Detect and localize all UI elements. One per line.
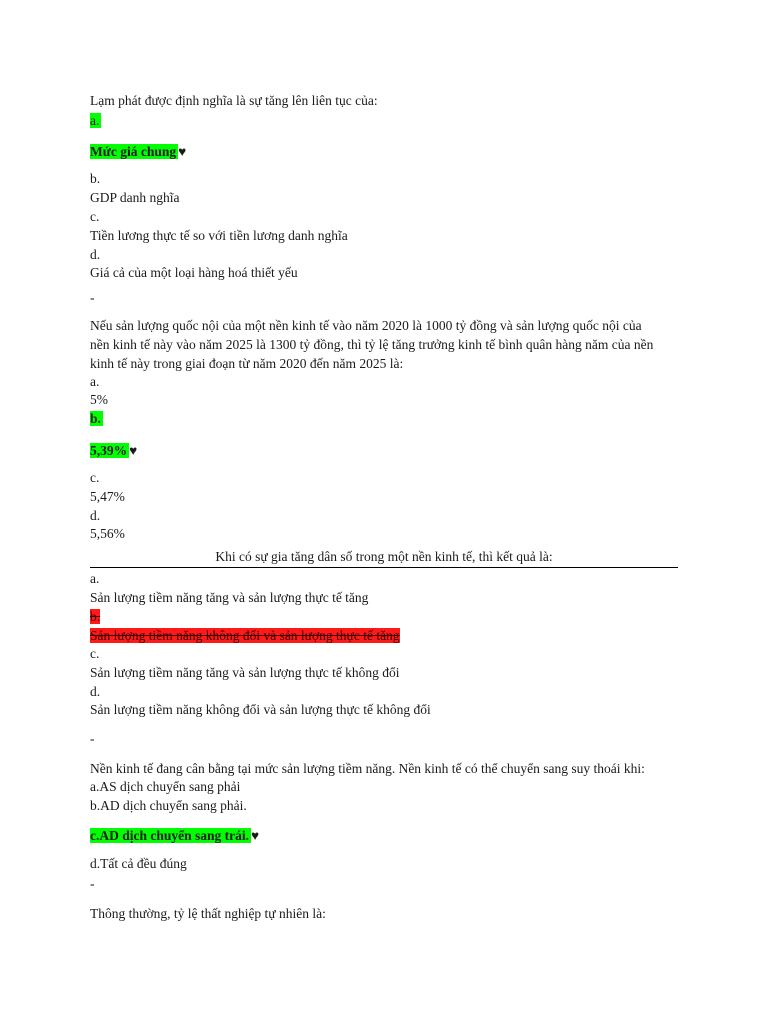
q1-a-label-text: a. <box>90 113 100 128</box>
q4-option-c-answer <box>90 828 259 844</box>
q1-option-a-answer <box>90 144 186 160</box>
q2-option-d-label: d. <box>90 508 101 523</box>
separator: - <box>90 290 95 305</box>
q5-question: Thông thường, tỷ lệ thất nghiệp tự nhiên là: <box>90 906 326 921</box>
q3-option-d-text: Sản lượng tiềm năng không đổi và sản lượng thực tế không đổi <box>90 702 431 717</box>
q3-option-b-text <box>90 628 400 644</box>
q4-option-b: b.AD dịch chuyển sang phải. <box>90 798 247 813</box>
heart-icon: ♥ <box>129 443 138 458</box>
q4-option-a: a.AS dịch chuyển sang phải <box>90 779 241 794</box>
q1-option-c-label: c. <box>90 209 100 224</box>
q2-question-line2: nền kinh tế này vào năm 2025 là 1300 tỷ đồng, thì tỷ lệ tăng trưởng kinh tế bình quân hàng năm của nền <box>90 337 654 352</box>
q4-option-d: d.Tất cả đều đúng <box>90 856 187 871</box>
q1-option-b-text: GDP danh nghĩa <box>90 190 180 205</box>
q3-option-a-label: a. <box>90 571 100 586</box>
q1-option-d-label: d. <box>90 247 101 262</box>
separator: - <box>90 876 95 891</box>
q4-question: Nền kinh tế đang cân bằng tại mức sản lượng tiềm năng. Nền kinh tế có thể chuyển sang suy thoái khi: <box>90 761 645 776</box>
q1-option-c-text: Tiền lương thực tế so với tiền lương danh nghĩa <box>90 228 348 243</box>
q2-option-a-text: 5% <box>90 392 108 407</box>
q1-question: Lạm phát được định nghĩa là sự tăng lên liên tục của: <box>90 93 378 108</box>
heart-icon: ♥ <box>251 828 260 843</box>
q2-option-b-answer <box>90 443 137 459</box>
q2-option-c-text: 5,47% <box>90 489 125 504</box>
q3-option-c-label: c. <box>90 646 100 661</box>
q3-b-text-struck: Sản lượng tiềm năng không đổi và sản lượng thực tế tăng <box>90 628 400 643</box>
q1-option-b-label: b. <box>90 171 101 186</box>
heart-icon: ♥ <box>178 144 187 159</box>
q3-b-label-text: b. <box>90 609 101 624</box>
q2-option-c-label: c. <box>90 470 100 485</box>
q1-option-a-label <box>90 113 101 129</box>
q2-option-b-label <box>90 411 103 427</box>
q1-a-text: Mức giá chung <box>90 144 177 159</box>
q3-option-c-text: Sản lượng tiềm năng tăng và sản lượng thực tế không đổi <box>90 665 400 680</box>
q3-option-b-label <box>90 609 100 625</box>
q2-question-line3: kinh tế này trong giai đoạn từ năm 2020 đến năm 2025 là: <box>90 356 404 371</box>
q3-question: Khi có sự gia tăng dân số trong một nền kinh tế, thì kết quả là: <box>215 549 553 564</box>
q2-option-d-text: 5,56% <box>90 526 125 541</box>
q2-b-label-text: b. <box>90 411 101 426</box>
q2-b-text: 5,39% <box>90 443 128 458</box>
separator: - <box>90 731 95 746</box>
q3-option-d-label: d. <box>90 684 101 699</box>
horizontal-rule <box>90 567 678 568</box>
q4-c-text: c.AD dịch chuyển sang trái. <box>90 828 250 843</box>
q2-option-a-label: a. <box>90 374 100 389</box>
q1-option-d-text: Giá cả của một loại hàng hoá thiết yếu <box>90 265 298 280</box>
q2-question-line1: Nếu sản lượng quốc nội của một nền kinh tế vào năm 2020 là 1000 tỷ đồng và sản lượng quốc nội của <box>90 318 642 333</box>
q3-option-a-text: Sản lượng tiềm năng tăng và sản lượng thực tế tăng <box>90 590 369 605</box>
